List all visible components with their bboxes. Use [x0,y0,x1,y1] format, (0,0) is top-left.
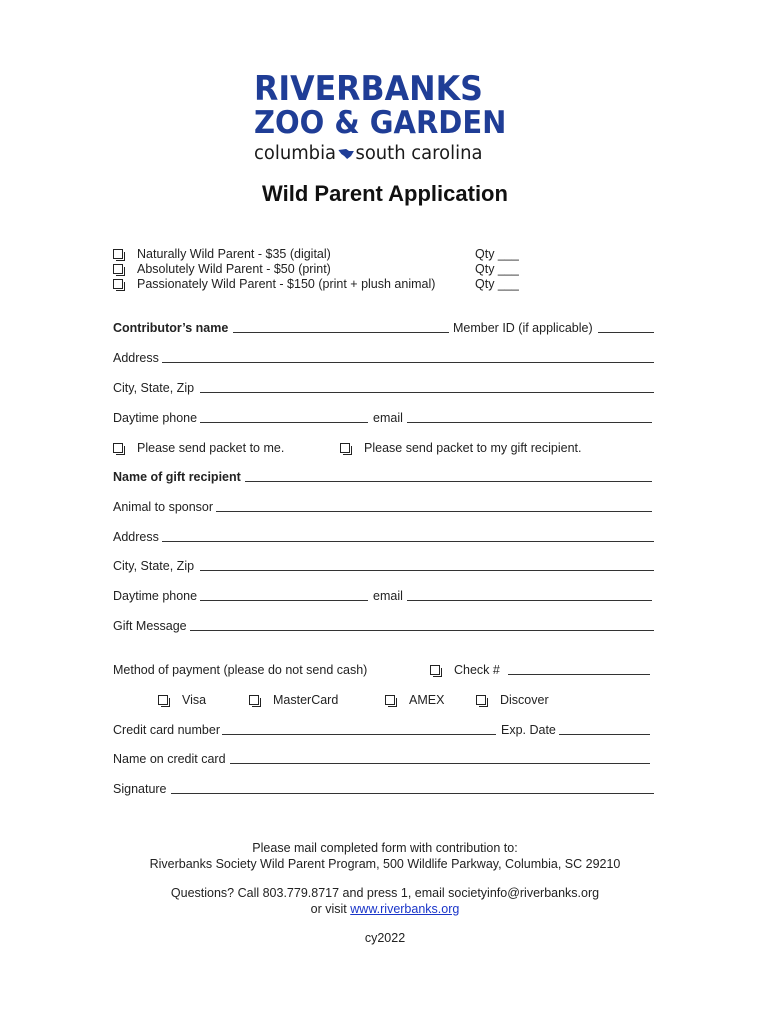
gift-message-field[interactable] [190,619,654,631]
questions-contact: Questions? Call 803.779.8717 and press 1, email societyinfo@riverbanks.org [170,886,600,900]
send-to-recipient-checkbox[interactable] [340,443,350,453]
member-id-label: Member ID (if applicable) [453,321,593,335]
check-number-field[interactable] [508,663,650,675]
amex-checkbox[interactable] [385,695,395,705]
logo-columbia-text: columbia [254,143,337,164]
logo-zoo-garden-text: ZOO & GARDEN [254,105,507,141]
visit-line [0,901,770,917]
contributor-name-label: Contributor’s name [113,321,229,335]
name-on-card-field[interactable] [230,752,650,764]
page-title: Wild Parent Application [262,181,508,206]
mastercard-label: MasterCard [273,693,339,707]
check-checkbox[interactable] [430,665,440,675]
recipient-address-label: Address [113,530,159,544]
check-label: Check # [454,663,500,677]
visa-checkbox[interactable] [158,695,168,705]
recipient-phone-label: Daytime phone [113,589,198,603]
card-number-label: Credit card number [113,723,220,737]
riverbanks-logo [254,69,514,164]
exp-date-field[interactable] [559,723,650,735]
option-2-qty: Qty ___ [475,262,519,276]
recipient-city-label: City, State, Zip [113,559,195,573]
recipient-address-field[interactable] [162,530,654,542]
mail-address: Riverbanks Society Wild Parent Program, 500 Wildlife Parkway, Columbia, SC 29210 [149,857,621,871]
payment-method-label: Method of payment (please do not send cash) [113,663,368,677]
recipient-name-field[interactable] [245,470,652,482]
recipient-city-field[interactable] [200,559,654,571]
form-code: cy2022 [364,931,406,945]
send-to-me-checkbox[interactable] [113,443,123,453]
south-carolina-state-icon [337,148,354,160]
option-1-qty: Qty ___ [475,247,519,261]
exp-date-label: Exp. Date [501,723,556,737]
mastercard-checkbox[interactable] [249,695,259,705]
recipient-email-label: email [373,589,403,603]
contributor-city-field[interactable] [200,381,654,393]
member-id-field[interactable] [598,321,654,333]
recipient-email-field[interactable] [407,589,652,601]
recipient-name-label: Name of gift recipient [113,470,241,484]
send-to-recipient-label: Please send packet to my gift recipient. [364,441,582,455]
option-3-label: Passionately Wild Parent - $150 (print + plush animal) [137,277,436,291]
recipient-phone-field[interactable] [200,589,368,601]
discover-checkbox[interactable] [476,695,486,705]
website-link[interactable]: www.riverbanks.org [350,902,460,916]
visa-label: Visa [182,693,207,707]
contributor-email-field[interactable] [407,411,652,423]
contributor-address-field[interactable] [162,351,654,363]
send-to-me-label: Please send packet to me. [137,441,285,455]
option-1-checkbox[interactable] [113,249,123,259]
contributor-name-field[interactable] [233,321,449,333]
contributor-city-label: City, State, Zip [113,381,195,395]
contributor-phone-label: Daytime phone [113,411,198,425]
discover-label: Discover [500,693,549,707]
name-on-card-label: Name on credit card [113,752,226,766]
card-number-field[interactable] [222,723,496,735]
option-3-checkbox[interactable] [113,279,123,289]
signature-label: Signature [113,782,167,796]
option-2-checkbox[interactable] [113,264,123,274]
amex-label: AMEX [409,693,445,707]
option-1-label: Naturally Wild Parent - $35 (digital) [137,247,331,261]
contributor-address-label: Address [113,351,159,365]
contributor-phone-field[interactable] [200,411,368,423]
option-2-label: Absolutely Wild Parent - $50 (print) [137,262,331,276]
animal-field[interactable] [216,500,652,512]
mail-instructions: Please mail completed form with contribution to: [252,841,518,855]
visit-prefix: or visit [310,902,347,916]
option-3-qty: Qty ___ [475,277,519,291]
logo-south-carolina-text: south carolina [355,143,483,164]
logo-riverbanks-text: RIVERBANKS [254,69,483,109]
gift-message-label: Gift Message [113,619,187,633]
signature-field[interactable] [171,782,654,794]
logo-location [254,143,506,164]
contributor-email-label: email [373,411,403,425]
animal-label: Animal to sponsor [113,500,214,514]
